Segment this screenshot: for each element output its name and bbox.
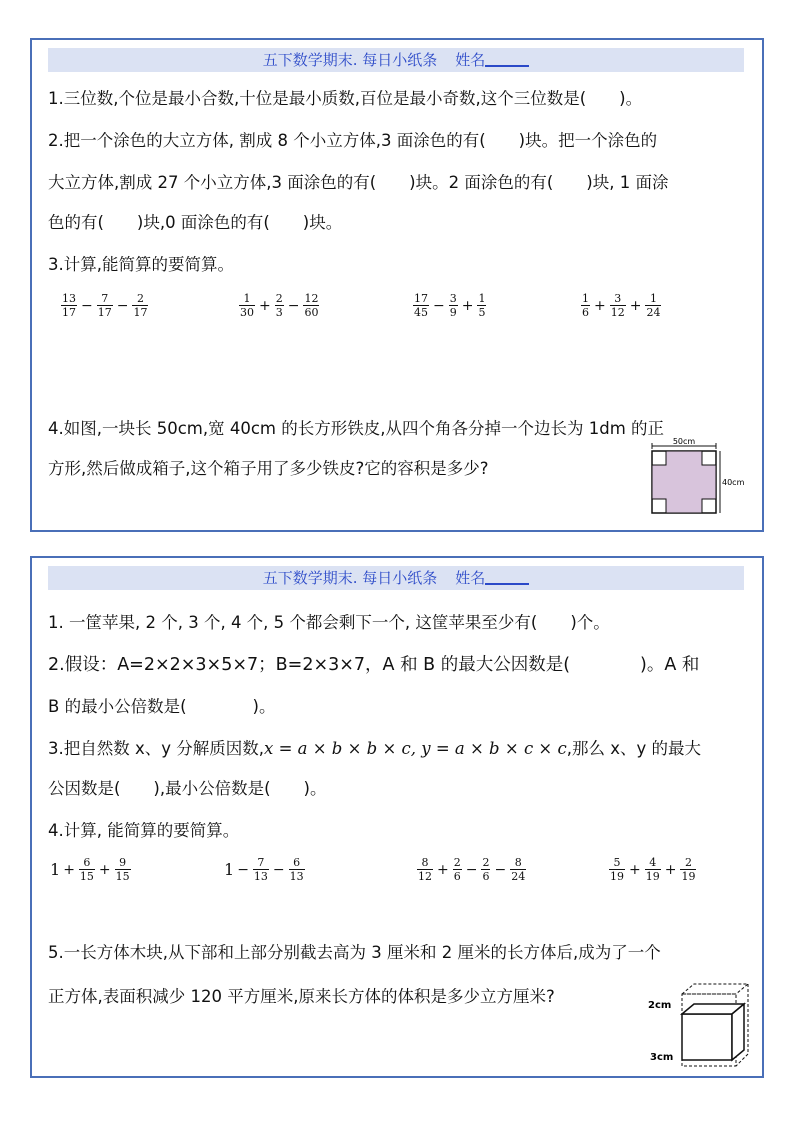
numerator: 4 bbox=[649, 856, 657, 869]
height-label: 40cm bbox=[722, 478, 745, 487]
top-height-label: 2cm bbox=[648, 1000, 672, 1011]
question-1: 1.三位数,个位是最小合数,十位是最小质数,百位是最小奇数,这个三位数是( )。 bbox=[48, 89, 643, 108]
worksheet-card-2 bbox=[30, 556, 764, 1078]
fraction bbox=[132, 292, 148, 319]
denominator: 12 bbox=[418, 870, 432, 883]
numerator: 2 bbox=[453, 856, 461, 869]
denominator: 3 bbox=[275, 306, 283, 319]
denominator: 13 bbox=[253, 870, 268, 883]
calc-expression-2 bbox=[238, 292, 320, 319]
fraction bbox=[680, 856, 696, 883]
operator: + bbox=[594, 297, 606, 314]
denominator: 6 bbox=[582, 306, 589, 319]
operator: − bbox=[287, 297, 300, 314]
name-blank[interactable] bbox=[485, 51, 529, 67]
fraction bbox=[481, 856, 490, 883]
numerator: 3 bbox=[614, 292, 622, 305]
question-4-line-1: 4.如图,一块长 50cm,宽 40cm 的长方形铁皮,从四个角各分掉一个边长为 1dm 的正 bbox=[48, 419, 665, 438]
fraction bbox=[61, 292, 77, 319]
bottom-height-label: 3cm bbox=[650, 1052, 674, 1063]
question-2-line-3: 色的有( )块,0 面涂色的有( )块。 bbox=[48, 213, 343, 232]
question-1: 1. 一筐苹果, 2 个, 3 个, 4 个, 5 个都会剩下一个, 这筐苹果至少有( )个。 bbox=[48, 613, 610, 632]
denominator: 19 bbox=[645, 870, 660, 883]
numerator: 8 bbox=[514, 856, 522, 869]
operator: + bbox=[461, 297, 474, 314]
operator: + bbox=[259, 297, 271, 314]
denominator: 15 bbox=[115, 870, 130, 883]
numerator: 7 bbox=[257, 856, 265, 869]
width-label: 50cm bbox=[672, 438, 696, 446]
question-2-line-1: 2.假设：A=2×2×3×5×7；B=2×3×7，A 和 B 的最大公因数是( )。A 和 bbox=[48, 655, 700, 675]
numerator: 1 bbox=[582, 292, 589, 305]
question-3-line-1 bbox=[48, 738, 748, 760]
operator: − bbox=[116, 297, 129, 314]
fraction bbox=[253, 856, 269, 883]
numerator: 6 bbox=[83, 856, 91, 869]
question-3-line-2: 公因数是( ),最小公倍数是( )。 bbox=[48, 779, 327, 798]
question-3: 3.计算,能简算的要简算。 bbox=[48, 255, 234, 274]
denominator: 45 bbox=[414, 306, 428, 319]
whole-number: 1 bbox=[50, 860, 61, 879]
numerator: 1 bbox=[478, 292, 486, 305]
operator: + bbox=[629, 297, 642, 314]
fraction bbox=[581, 292, 590, 319]
question-3-prefix: 3.把自然数 x、y 分解质因数, bbox=[48, 739, 265, 758]
numerator: 7 bbox=[101, 292, 109, 305]
numerator: 5 bbox=[613, 856, 621, 869]
denominator: 60 bbox=[304, 306, 319, 319]
question-5-line-2: 正方体,表面积减少 120 平方厘米,原来长方体的体积是多少立方厘米? bbox=[48, 987, 555, 1006]
operator: − bbox=[237, 861, 249, 878]
denominator: 24 bbox=[511, 870, 526, 883]
header-title: 五下数学期末. 每日小纸条 bbox=[262, 569, 438, 587]
factorization-formula: x = a × b × b × c, y = a × b × c × c bbox=[264, 739, 567, 758]
worksheet-card-1 bbox=[30, 38, 764, 532]
question-2-line-2: B 的最小公倍数是( )。 bbox=[48, 697, 276, 716]
operator: − bbox=[433, 297, 445, 314]
fraction bbox=[609, 856, 625, 883]
numerator: 9 bbox=[119, 856, 127, 869]
calc-expression-1 bbox=[60, 292, 149, 319]
calc-expression-3 bbox=[412, 292, 487, 319]
denominator: 9 bbox=[449, 306, 457, 319]
name-label: 姓名 bbox=[455, 51, 486, 69]
numerator: 17 bbox=[414, 292, 428, 305]
card-header bbox=[48, 566, 744, 590]
operator: + bbox=[629, 861, 641, 878]
numerator: 8 bbox=[421, 856, 429, 869]
fraction bbox=[645, 856, 661, 883]
whole-number: 1 bbox=[224, 860, 235, 879]
fraction bbox=[303, 292, 319, 319]
question-4: 4.计算, 能简算的要简算。 bbox=[48, 821, 240, 840]
numerator: 3 bbox=[449, 292, 457, 305]
operator: + bbox=[98, 861, 111, 878]
denominator: 5 bbox=[478, 306, 486, 319]
numerator: 2 bbox=[136, 292, 144, 305]
fraction bbox=[417, 856, 433, 883]
calc-expression-4 bbox=[580, 292, 662, 319]
fraction bbox=[453, 856, 462, 883]
operator: − bbox=[494, 861, 507, 878]
numerator: 2 bbox=[684, 856, 692, 869]
denominator: 19 bbox=[610, 870, 624, 883]
operator: − bbox=[272, 861, 285, 878]
operator: + bbox=[664, 861, 677, 878]
fraction bbox=[275, 292, 284, 319]
operator: + bbox=[437, 861, 449, 878]
denominator: 30 bbox=[240, 306, 254, 319]
denominator: 19 bbox=[681, 870, 696, 883]
question-4-line-2: 方形,然后做成箱子,这个箱子用了多少铁皮?它的容积是多少? bbox=[48, 459, 489, 478]
denominator: 6 bbox=[482, 870, 490, 883]
name-label: 姓名 bbox=[455, 569, 486, 587]
question-3-suffix: ,那么 x、y 的最大 bbox=[566, 739, 702, 758]
fraction bbox=[610, 292, 626, 319]
fraction bbox=[413, 292, 429, 319]
calc-expression-2 bbox=[224, 856, 306, 883]
sheet-metal-figure bbox=[640, 438, 750, 518]
fraction bbox=[477, 292, 486, 319]
denominator: 15 bbox=[79, 870, 94, 883]
calc-expression-1 bbox=[50, 856, 132, 883]
fraction bbox=[645, 292, 661, 319]
denominator: 13 bbox=[289, 870, 304, 883]
denominator: 17 bbox=[62, 306, 76, 319]
fraction bbox=[115, 856, 131, 883]
numerator: 1 bbox=[243, 292, 251, 305]
question-5-line-1: 5.一长方体木块,从下部和上部分别截去高为 3 厘米和 2 厘米的长方体后,成为了一个 bbox=[48, 943, 661, 962]
denominator: 17 bbox=[133, 306, 148, 319]
header-title: 五下数学期末. 每日小纸条 bbox=[262, 51, 438, 69]
denominator: 17 bbox=[97, 306, 112, 319]
calc-expression-3 bbox=[416, 856, 527, 883]
operator: − bbox=[81, 297, 93, 314]
card-header bbox=[48, 48, 744, 72]
question-2-line-1: 2.把一个涂色的大立方体, 割成 8 个小立方体,3 面涂色的有( )块。把一个涂色的 bbox=[48, 131, 658, 150]
operator: + bbox=[63, 861, 75, 878]
numerator: 1 bbox=[649, 292, 657, 305]
numerator: 6 bbox=[293, 856, 301, 869]
fraction bbox=[289, 856, 305, 883]
numerator: 2 bbox=[482, 856, 490, 869]
operator: − bbox=[465, 861, 478, 878]
denominator: 6 bbox=[453, 870, 461, 883]
name-blank[interactable] bbox=[485, 569, 529, 585]
fraction bbox=[79, 856, 95, 883]
numerator: 2 bbox=[275, 292, 283, 305]
cuboid-figure bbox=[644, 978, 754, 1070]
fraction bbox=[449, 292, 458, 319]
numerator: 12 bbox=[304, 292, 319, 305]
numerator: 13 bbox=[62, 292, 76, 305]
fraction bbox=[510, 856, 526, 883]
question-2-line-2: 大立方体,割成 27 个小立方体,3 面涂色的有( )块。2 面涂色的有( )块, 1 面涂 bbox=[48, 173, 669, 192]
calc-expression-4 bbox=[608, 856, 697, 883]
denominator: 24 bbox=[646, 306, 661, 319]
fraction bbox=[97, 292, 113, 319]
denominator: 12 bbox=[610, 306, 625, 319]
fraction bbox=[239, 292, 255, 319]
